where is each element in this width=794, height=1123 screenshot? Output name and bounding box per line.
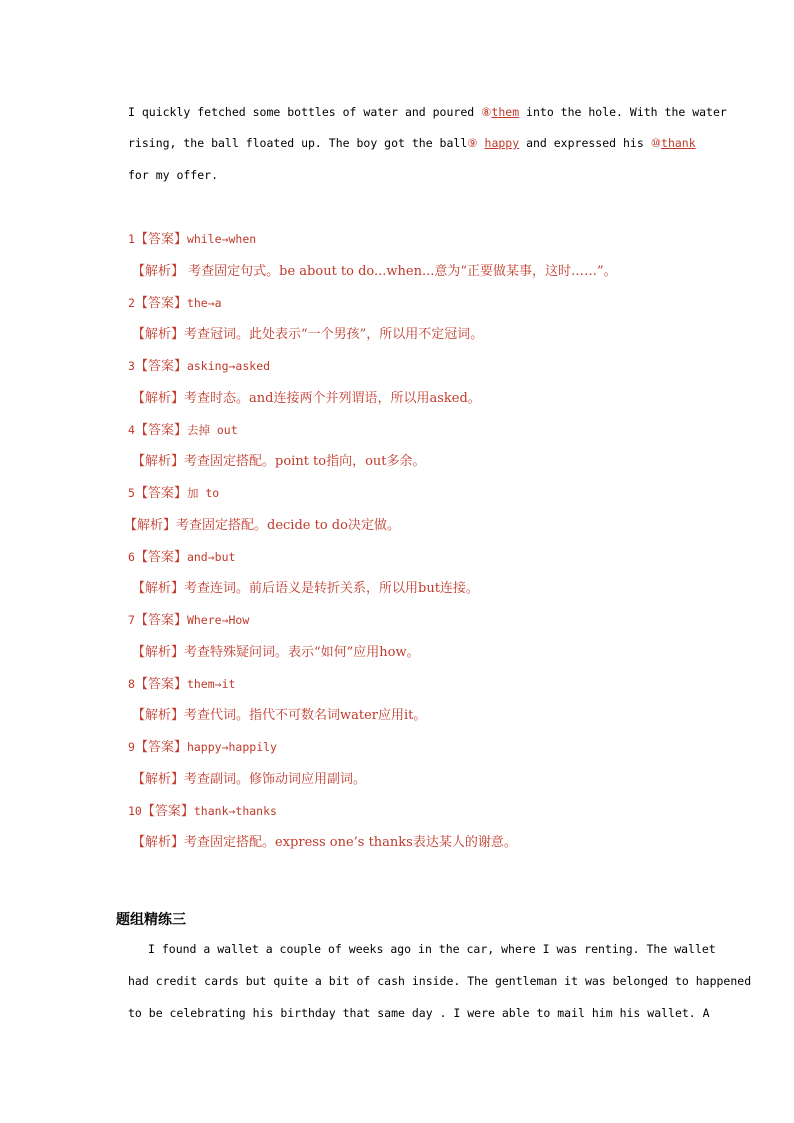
explanation-tag: 【解析】 bbox=[132, 454, 185, 469]
answer-number: 8 bbox=[128, 676, 135, 691]
passage-text: for my offer. bbox=[128, 168, 219, 182]
answer-number: 7 bbox=[128, 613, 135, 627]
answer-tag: 【答案】 bbox=[134, 359, 187, 374]
answer-tag: 【答案】 bbox=[134, 676, 187, 692]
answer-correction: and→but bbox=[186, 549, 236, 564]
answer-row bbox=[128, 739, 277, 756]
answer-correction: Where→How bbox=[186, 613, 250, 627]
explanation-tag: 【解析】 bbox=[132, 390, 185, 406]
answer-row bbox=[128, 676, 235, 693]
passage-text: into the hole. With the water bbox=[519, 105, 727, 119]
explanation-text: 考查特殊疑问词。表示“如何”应用how。 bbox=[184, 644, 420, 660]
answer-explanation bbox=[132, 707, 426, 724]
answer-row bbox=[128, 295, 222, 312]
answer-explanation bbox=[132, 771, 366, 788]
answer-number: 10 bbox=[128, 803, 142, 818]
explanation-tag: 【解析】 bbox=[132, 263, 185, 279]
answer-explanation bbox=[132, 834, 517, 851]
answer-correction: the→a bbox=[186, 295, 222, 310]
answer-tag: 【答案】 bbox=[134, 740, 187, 755]
passage-text: rising, the ball floated up. The boy got the ball bbox=[128, 136, 468, 150]
answer-correction: thank→thanks bbox=[193, 803, 277, 818]
answer-row bbox=[128, 358, 270, 375]
section-title: 题组精练三 bbox=[116, 912, 186, 928]
error-word-them: them bbox=[491, 105, 520, 119]
passage-text: I quickly fetched some bottles of water and poured bbox=[128, 105, 482, 119]
answer-tag: 【答案】 bbox=[134, 613, 187, 628]
answer-row bbox=[128, 803, 277, 820]
explanation-tag: 【解析】 bbox=[132, 771, 185, 787]
answer-correction: 加 to bbox=[186, 486, 220, 500]
blank-marker-10: ⑩ bbox=[650, 136, 662, 150]
explanation-text: 考查时态。and连接两个并列谓语，所以用asked。 bbox=[184, 390, 481, 406]
answer-explanation bbox=[132, 644, 420, 661]
answer-tag: 【答案】 bbox=[134, 549, 187, 565]
passage-line-2 bbox=[128, 135, 708, 151]
answer-explanation bbox=[132, 453, 426, 470]
answer-tag: 【答案】 bbox=[134, 295, 187, 311]
explanation-text: 考查副词。修饰动词应用副词。 bbox=[184, 771, 367, 787]
section3-line-2: had credit cards but quite a bit of cash inside. The gentleman it was belonged to happened bbox=[128, 974, 752, 988]
answer-tag: 【答案】 bbox=[141, 803, 194, 819]
answer-number: 6 bbox=[128, 549, 135, 564]
answer-number: 9 bbox=[128, 740, 135, 754]
explanation-tag: 【解析】 bbox=[132, 327, 185, 342]
explanation-tag: 【解析】 bbox=[132, 708, 185, 723]
passage-line-3 bbox=[128, 167, 708, 183]
blank-marker-9: ⑨ bbox=[467, 136, 478, 150]
answer-row bbox=[128, 612, 249, 629]
section3-line-3: to be celebrating his birthday that same day . I were able to mail him his wallet. A bbox=[128, 1006, 710, 1020]
answer-explanation bbox=[132, 263, 617, 280]
answer-explanation bbox=[124, 517, 400, 534]
explanation-text: 考查固定搭配。decide to do决定做。 bbox=[176, 517, 400, 533]
explanation-text: 考查固定搭配。express one’s thanks表达某人的谢意。 bbox=[184, 835, 517, 850]
passage-text: and expressed his bbox=[519, 136, 651, 150]
answer-number: 5 bbox=[128, 486, 135, 500]
answer-correction: asking→asked bbox=[186, 359, 271, 373]
explanation-tag: 【解析】 bbox=[124, 517, 177, 533]
answer-number: 4 bbox=[128, 422, 135, 437]
answer-tag: 【答案】 bbox=[134, 486, 187, 501]
answer-number: 3 bbox=[128, 359, 135, 373]
answer-number: 1 bbox=[128, 232, 135, 246]
error-word-happy: happy bbox=[484, 136, 520, 150]
explanation-text: 考查连词。前后语义是转折关系，所以用but连接。 bbox=[184, 581, 479, 596]
explanation-tag: 【解析】 bbox=[132, 644, 185, 660]
error-word-thank: thank bbox=[661, 136, 696, 150]
answer-tag: 【答案】 bbox=[134, 422, 187, 438]
explanation-text: 考查代词。指代不可数名词water应用it。 bbox=[184, 708, 427, 723]
answer-correction: them→it bbox=[186, 676, 236, 691]
answer-number: 2 bbox=[128, 295, 135, 310]
answer-row bbox=[128, 422, 238, 439]
answer-explanation bbox=[132, 390, 481, 407]
answer-explanation bbox=[132, 580, 479, 597]
answer-row bbox=[128, 231, 256, 248]
section3-line-1: I found a wallet a couple of weeks ago in the car, where I was renting. The wallet bbox=[148, 942, 716, 956]
answer-tag: 【答案】 bbox=[134, 232, 187, 247]
answer-row bbox=[128, 485, 219, 502]
answer-correction: happy→happily bbox=[186, 740, 277, 754]
explanation-text: 考查固定搭配。point to指向，out多余。 bbox=[184, 454, 426, 469]
explanation-text: 考查冠词。此处表示“一个男孩”，所以用不定冠词。 bbox=[184, 327, 484, 342]
passage-line-1 bbox=[128, 104, 727, 120]
explanation-text: 考查固定句式。be about to do...when...意为“正要做某事，这时……”。 bbox=[184, 263, 617, 279]
answer-explanation bbox=[132, 326, 483, 343]
answer-correction: 去掉 out bbox=[186, 422, 238, 437]
answer-correction: while→when bbox=[186, 232, 257, 246]
answer-row bbox=[128, 549, 235, 566]
blank-marker-8: ⑧ bbox=[481, 105, 492, 119]
explanation-tag: 【解析】 bbox=[132, 581, 185, 596]
explanation-tag: 【解析】 bbox=[132, 835, 185, 850]
